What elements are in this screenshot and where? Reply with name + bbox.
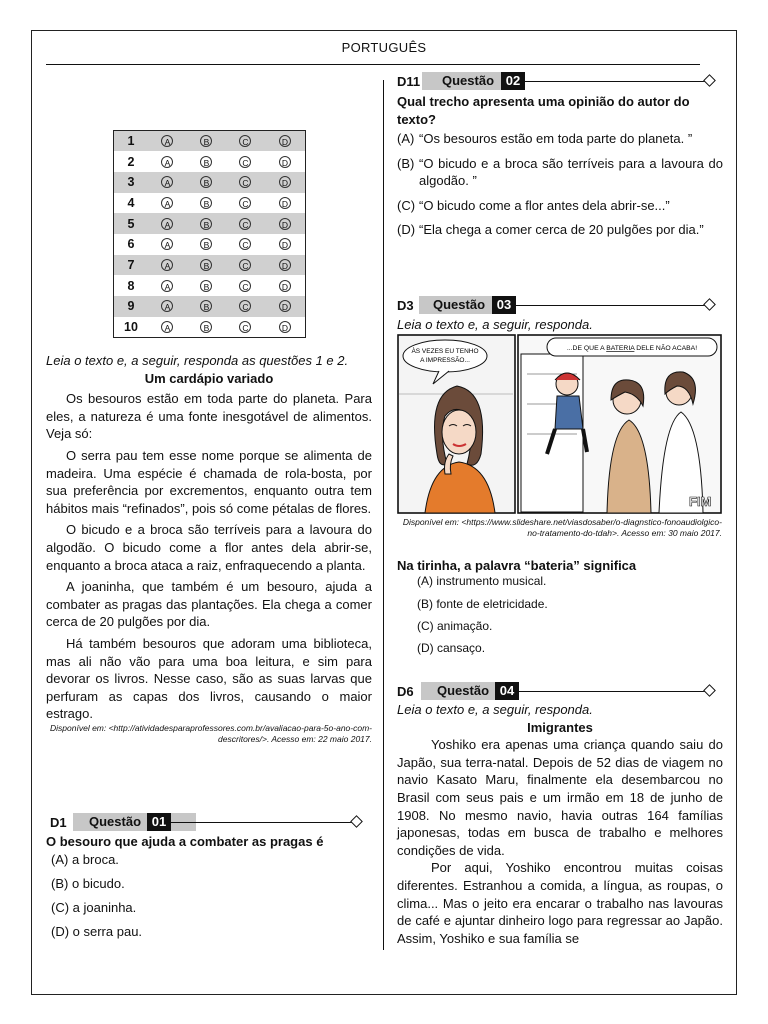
q3-option-c: (C) animação. <box>417 619 493 633</box>
q2-options <box>397 130 723 246</box>
column-divider <box>383 80 384 950</box>
q2-option-text: “O bicudo come a flor antes dela abrir-se...” <box>419 197 670 213</box>
diamond-icon <box>350 815 363 828</box>
q3-source: Disponível em: <https://www.slideshare.net/viasdosaber/o-diagnstico-fonoaudiolgico-no-tratamento-do-tdah>. Acesso em: 30 maio 2017. <box>402 517 722 538</box>
answer-bubble[interactable]: B <box>200 238 212 250</box>
comic-strip <box>397 334 722 514</box>
answer-bubble[interactable]: A <box>161 135 173 147</box>
header-rule <box>525 81 707 82</box>
answer-bubble[interactable]: A <box>161 280 173 292</box>
answer-bubble[interactable]: C <box>239 280 251 292</box>
answer-bubble[interactable]: D <box>279 259 291 271</box>
answer-bubble[interactable]: C <box>239 197 251 209</box>
descriptor-label: D11 <box>397 74 421 89</box>
text1-intro: Leia o texto e, a seguir, responda as questões 1 e 2. <box>46 353 349 368</box>
q2-option-letter: (D) <box>397 222 416 238</box>
answer-bubble[interactable]: D <box>279 321 291 333</box>
question-header-q2 <box>397 72 717 92</box>
answer-grid-row <box>114 296 306 317</box>
page-header: PORTUGUÊS <box>341 40 427 55</box>
q1-prompt <box>46 833 372 851</box>
q3-intro: Leia o texto e, a seguir, responda. <box>397 317 593 332</box>
text1-paragraph: O serra pau tem esse nome porque se alimenta de madeira. Uma espécie é chamada de rola-bosta, por sua preferência por excrementos, enquanto outra tem hábitos mais “refinados”, pois só come pétalas de flores. <box>46 447 372 516</box>
question-label: Questão <box>422 72 525 90</box>
answer-bubble[interactable]: B <box>200 135 212 147</box>
answer-bubble[interactable]: B <box>200 218 212 230</box>
question-header-q1 <box>50 813 365 833</box>
answer-bubble[interactable]: A <box>161 197 173 209</box>
text2-paragraph: Yoshiko era apenas uma criança quando saiu do Japão, sua terra-natal. Depois de 52 dias de viagem no navio Kasato Maru, finalmente ela desembarcou no Brasil com seus pais e um irmão em 18 de junho de 1908. No mesmo navio, havia outras 164 famílias japonesas, todas em busca de trabalho e melhores condições de vida. <box>397 737 723 858</box>
answer-grid-row-number: 8 <box>127 278 135 293</box>
diamond-icon <box>703 684 716 697</box>
answer-bubble[interactable]: C <box>239 135 251 147</box>
q2-option <box>397 130 723 148</box>
q2-option-letter: (B) <box>397 155 415 171</box>
question-number: 02 <box>501 72 525 90</box>
answer-bubble[interactable]: C <box>239 300 251 312</box>
q3-option-b: (B) fonte de eletricidade. <box>417 597 548 611</box>
answer-bubble[interactable]: A <box>161 259 173 271</box>
text1-title: Um cardápio variado <box>144 370 274 386</box>
q1-option-c: (C) a joaninha. <box>51 900 137 915</box>
comic-panel-1 <box>398 335 515 513</box>
q2-option-letter: (A) <box>397 131 415 146</box>
q1-prompt-text: O besouro que ajuda a combater as pragas é <box>46 834 324 849</box>
question-label: Questão <box>73 813 196 831</box>
answer-grid-row <box>114 172 306 193</box>
answer-bubble[interactable]: B <box>200 300 212 312</box>
comic-bubble-2-post: DELE NÃO ACABA! <box>634 345 698 352</box>
header-rule <box>46 64 700 65</box>
question-number: 04 <box>495 682 519 700</box>
q1-option-b: (B) o bicudo. <box>51 876 125 891</box>
answer-grid-row <box>114 151 306 172</box>
answer-grid-row-number: 9 <box>114 296 149 317</box>
text2-block <box>397 701 723 946</box>
question-header-q3 <box>397 296 717 316</box>
answer-grid-row-number: 7 <box>114 255 149 276</box>
comic-panel-2 <box>518 335 721 513</box>
answer-grid-row-number: 5 <box>114 213 149 234</box>
answer-bubble[interactable]: D <box>279 218 291 230</box>
q2-option <box>397 221 723 239</box>
diamond-icon <box>703 74 716 87</box>
comic-bubble-2-pre: ...DE QUE A <box>566 345 607 352</box>
descriptor-label: D6 <box>397 684 414 699</box>
text2-title: Imigrantes <box>527 719 593 735</box>
comic-bubble-2-word: BATERIA <box>606 345 635 352</box>
question-label: Questão <box>421 682 517 700</box>
diamond-icon <box>703 298 716 311</box>
answer-bubble[interactable]: D <box>279 135 291 147</box>
answer-bubble[interactable]: A <box>161 300 173 312</box>
answer-grid-row <box>114 255 306 276</box>
header-rule <box>516 305 707 306</box>
answer-grid-row-number: 6 <box>127 237 135 252</box>
header-rule <box>519 691 707 692</box>
answer-bubble[interactable]: D <box>279 280 291 292</box>
answer-bubble[interactable]: C <box>239 176 251 188</box>
answer-bubble[interactable]: B <box>200 176 212 188</box>
q2-option <box>397 197 723 215</box>
answer-grid-row-number: 3 <box>114 172 149 193</box>
text1-block <box>46 352 372 745</box>
descriptor-label: D3 <box>397 298 414 313</box>
header-rule <box>171 822 356 823</box>
text1-source: Disponível em: <http://atividadesparaprofessores.com.br/avaliacao-para-5o-ano-com-descritores/>. Acesso em: 22 maio 2017. <box>50 722 372 744</box>
answer-grid-row-number: 1 <box>114 131 149 152</box>
answer-bubble[interactable]: A <box>161 321 173 333</box>
answer-grid-row-number: 2 <box>127 154 135 169</box>
text2-paragraph: Por aqui, Yoshiko encontrou muitas coisas diferentes. Estranhou a comida, a língua, as roupas, o clima... Mas o jeito era encarar o trabalho nas lavouras de café e ajuntar dinheiro logo para regressar ao Japão. Assim, Yoshiko e sua família se <box>397 860 723 946</box>
question-number: 03 <box>492 296 516 314</box>
q2-option-text: “Ela chega a comer cerca de 20 pulgões por dia.” <box>419 222 704 238</box>
q1-option-d: (D) o serra pau. <box>51 924 143 939</box>
answer-bubble[interactable]: B <box>200 197 212 209</box>
text1-paragraph: Há também besouros que adoram uma biblioteca, mas ali não vão para uma boa leitura, e sim para devorar os livros. Nesse caso, são as suas larvas que perfuram as capas dos livros, causando o maior estrago. <box>46 635 372 722</box>
answer-bubble[interactable]: A <box>161 238 173 250</box>
comic-bubble-1-line2: A IMPRESSÃO... <box>420 357 470 364</box>
question-number: 01 <box>147 813 171 831</box>
q2-option-text: “O bicudo e a broca são terríveis para a lavoura do algodão. ” <box>419 155 723 189</box>
answer-grid-row <box>114 275 306 296</box>
answer-grid-row-number: 4 <box>127 195 135 210</box>
q2-option-text: “Os besouros estão em toda parte do planeta. ” <box>419 131 693 146</box>
answer-bubble[interactable]: A <box>161 218 173 230</box>
text1-paragraph: O bicudo e a broca são terríveis para a lavoura do algodão. O bicudo come a flor antes dela abrir-se, enquanto a broca ataca a raiz, enfraquecendo a planta. <box>46 522 372 573</box>
answer-bubble[interactable]: B <box>200 259 212 271</box>
q3-option-a: (A) instrumento musical. <box>417 574 547 588</box>
text1-paragraph: Os besouros estão em toda parte do planeta. Para eles, a natureza é uma fonte inesgotável de alimentos. Veja só: <box>46 391 372 442</box>
answer-bubble[interactable]: B <box>200 280 212 292</box>
answer-grid-row-number: 10 <box>124 319 138 334</box>
comic-bubble-2 <box>567 343 697 352</box>
answer-grid-row <box>114 213 306 234</box>
question-label: Questão <box>419 296 515 314</box>
answer-bubble[interactable]: B <box>200 156 212 168</box>
answer-bubble[interactable]: C <box>239 218 251 230</box>
q4-intro: Leia o texto e, a seguir, responda. <box>397 702 593 717</box>
comic-bubble-1-line1: ÀS VEZES EU TENHO <box>411 348 479 355</box>
answer-bubble[interactable]: D <box>279 197 291 209</box>
answer-bubble[interactable]: C <box>239 156 251 168</box>
q2-option <box>397 155 723 190</box>
answer-bubble[interactable]: D <box>279 176 291 188</box>
answer-bubble[interactable]: C <box>239 321 251 333</box>
answer-grid-row <box>114 193 306 214</box>
answer-bubble[interactable]: C <box>239 259 251 271</box>
text1-paragraph: A joaninha, que também é um besouro, ajuda a combater as pragas das plantações. Ela chega a comer cerca de 20 pulgões por dia. <box>46 579 372 630</box>
q2-prompt: Qual trecho apresenta uma opinião do autor do texto? <box>397 94 690 127</box>
q3-option-d: (D) cansaço. <box>417 641 486 655</box>
answer-bubble[interactable]: D <box>279 300 291 312</box>
answer-grid <box>113 130 306 338</box>
answer-bubble[interactable]: A <box>161 156 173 168</box>
answer-grid-row <box>114 234 306 255</box>
answer-bubble[interactable]: D <box>279 156 291 168</box>
answer-bubble[interactable]: D <box>279 238 291 250</box>
question-header-q4 <box>397 682 717 702</box>
descriptor-label: D1 <box>50 815 67 830</box>
answer-bubble[interactable]: C <box>239 238 251 250</box>
q1-option-a: (A) a broca. <box>51 852 119 867</box>
answer-grid-row <box>114 131 306 152</box>
answer-bubble[interactable]: B <box>200 321 212 333</box>
answer-bubble[interactable]: A <box>161 176 173 188</box>
q3-prompt: Na tirinha, a palavra “bateria” significa <box>397 558 637 573</box>
comic-end-label: FIM <box>689 494 712 509</box>
answer-grid-row <box>114 317 306 338</box>
q2-option-letter: (C) <box>397 197 416 213</box>
